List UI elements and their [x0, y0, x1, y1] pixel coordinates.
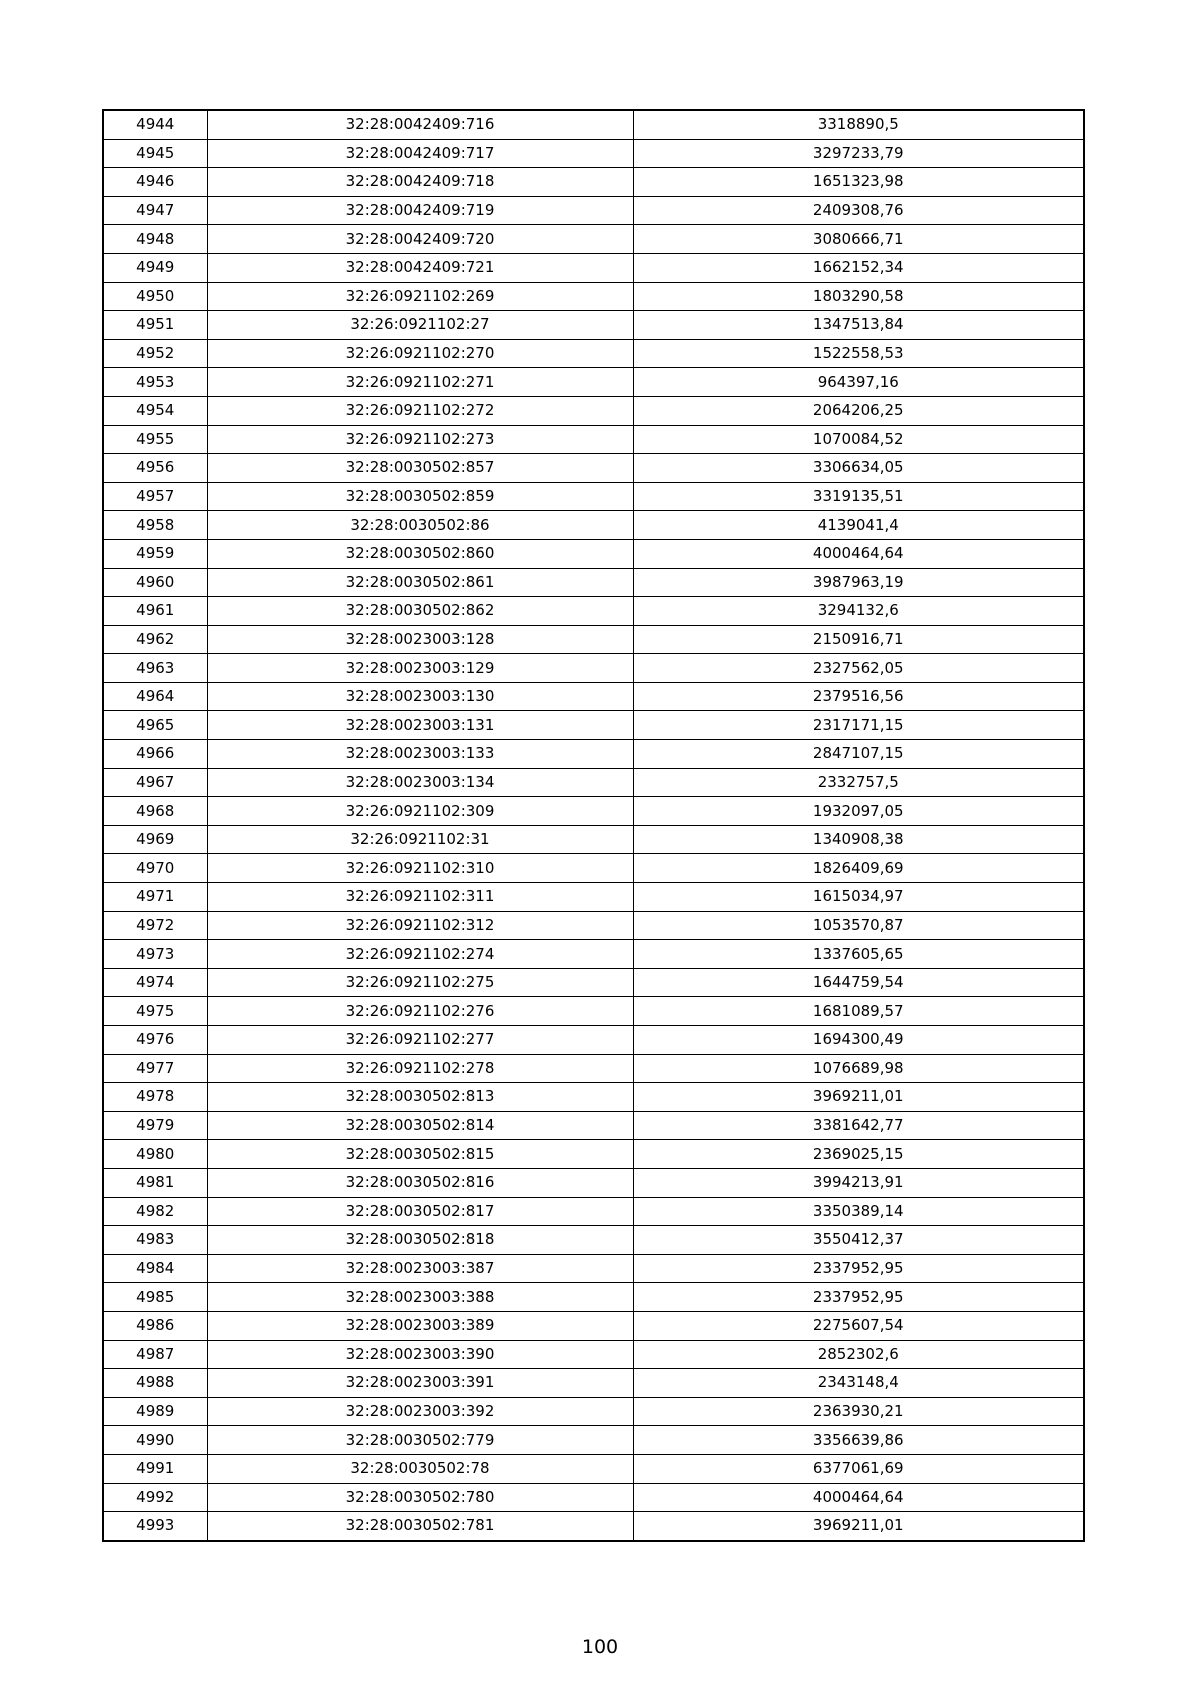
value-cell: 1615034,97 — [633, 883, 1084, 912]
cadastral-number-cell: 32:26:0921102:309 — [207, 797, 633, 826]
row-number-cell: 4959 — [103, 539, 207, 568]
value-cell: 3356639,86 — [633, 1426, 1084, 1455]
table-row — [103, 110, 1084, 139]
value-cell: 2317171,15 — [633, 711, 1084, 740]
value-cell: 3969211,01 — [633, 1083, 1084, 1112]
row-number-cell: 4980 — [103, 1140, 207, 1169]
table-row — [103, 1140, 1084, 1169]
cadastral-number-cell: 32:26:0921102:273 — [207, 425, 633, 454]
cadastral-number-cell: 32:28:0023003:133 — [207, 740, 633, 769]
cadastral-number-cell: 32:26:0921102:278 — [207, 1054, 633, 1083]
table-row — [103, 711, 1084, 740]
table-row — [103, 1483, 1084, 1512]
value-cell: 3294132,6 — [633, 597, 1084, 626]
table-row — [103, 1254, 1084, 1283]
row-number-cell: 4962 — [103, 625, 207, 654]
row-number-cell: 4990 — [103, 1426, 207, 1455]
row-number-cell: 4987 — [103, 1340, 207, 1369]
row-number-cell: 4984 — [103, 1254, 207, 1283]
value-cell: 4000464,64 — [633, 1483, 1084, 1512]
cadastral-number-cell: 32:28:0030502:859 — [207, 482, 633, 511]
row-number-cell: 4986 — [103, 1311, 207, 1340]
value-cell: 3987963,19 — [633, 568, 1084, 597]
row-number-cell: 4965 — [103, 711, 207, 740]
row-number-cell: 4972 — [103, 911, 207, 940]
value-cell: 2363930,21 — [633, 1397, 1084, 1426]
row-number-cell: 4971 — [103, 883, 207, 912]
cadastral-number-cell: 32:28:0042409:719 — [207, 196, 633, 225]
row-number-cell: 4970 — [103, 854, 207, 883]
cadastral-number-cell: 32:28:0042409:720 — [207, 225, 633, 254]
value-cell: 1803290,58 — [633, 282, 1084, 311]
row-number-cell: 4945 — [103, 139, 207, 168]
cadastral-number-cell: 32:28:0023003:389 — [207, 1311, 633, 1340]
row-number-cell: 4985 — [103, 1283, 207, 1312]
value-cell: 1522558,53 — [633, 339, 1084, 368]
table-row — [103, 997, 1084, 1026]
value-cell: 3994213,91 — [633, 1168, 1084, 1197]
value-cell: 3297233,79 — [633, 139, 1084, 168]
value-cell: 6377061,69 — [633, 1454, 1084, 1483]
value-cell: 1662152,34 — [633, 253, 1084, 282]
value-cell: 1826409,69 — [633, 854, 1084, 883]
cadastral-number-cell: 32:26:0921102:270 — [207, 339, 633, 368]
table-row — [103, 768, 1084, 797]
value-cell: 2852302,6 — [633, 1340, 1084, 1369]
value-cell: 1681089,57 — [633, 997, 1084, 1026]
table-row — [103, 1397, 1084, 1426]
table-row — [103, 368, 1084, 397]
table-row — [103, 1426, 1084, 1455]
value-cell: 3350389,14 — [633, 1197, 1084, 1226]
cadastral-number-cell: 32:26:0921102:276 — [207, 997, 633, 1026]
table-row — [103, 253, 1084, 282]
value-cell: 1694300,49 — [633, 1026, 1084, 1055]
row-number-cell: 4944 — [103, 110, 207, 139]
value-cell: 3550412,37 — [633, 1226, 1084, 1255]
value-cell: 4000464,64 — [633, 539, 1084, 568]
cadastral-number-cell: 32:28:0023003:129 — [207, 654, 633, 683]
value-cell: 1076689,98 — [633, 1054, 1084, 1083]
cadastral-number-cell: 32:28:0030502:817 — [207, 1197, 633, 1226]
cadastral-number-cell: 32:28:0030502:814 — [207, 1111, 633, 1140]
table-row — [103, 139, 1084, 168]
table-row — [103, 1512, 1084, 1541]
table-row — [103, 883, 1084, 912]
cadastral-number-cell: 32:28:0030502:818 — [207, 1226, 633, 1255]
table-row — [103, 425, 1084, 454]
cadastral-number-cell: 32:26:0921102:274 — [207, 940, 633, 969]
value-cell: 1053570,87 — [633, 911, 1084, 940]
row-number-cell: 4946 — [103, 168, 207, 197]
value-cell: 1644759,54 — [633, 968, 1084, 997]
table-row — [103, 911, 1084, 940]
row-number-cell: 4991 — [103, 1454, 207, 1483]
row-number-cell: 4979 — [103, 1111, 207, 1140]
table-row — [103, 511, 1084, 540]
cadastral-number-cell: 32:26:0921102:277 — [207, 1026, 633, 1055]
table-row — [103, 168, 1084, 197]
cadastral-number-cell: 32:28:0023003:388 — [207, 1283, 633, 1312]
cadastral-number-cell: 32:26:0921102:269 — [207, 282, 633, 311]
table-row — [103, 825, 1084, 854]
cadastral-number-cell: 32:26:0921102:275 — [207, 968, 633, 997]
row-number-cell: 4948 — [103, 225, 207, 254]
table-row — [103, 1283, 1084, 1312]
value-cell: 2327562,05 — [633, 654, 1084, 683]
table-row — [103, 597, 1084, 626]
value-cell: 3306634,05 — [633, 454, 1084, 483]
table-row — [103, 1197, 1084, 1226]
row-number-cell: 4967 — [103, 768, 207, 797]
cadastral-number-cell: 32:28:0030502:860 — [207, 539, 633, 568]
cadastral-number-cell: 32:28:0030502:813 — [207, 1083, 633, 1112]
table-row — [103, 854, 1084, 883]
table-row — [103, 682, 1084, 711]
table-row — [103, 1311, 1084, 1340]
row-number-cell: 4955 — [103, 425, 207, 454]
row-number-cell: 4950 — [103, 282, 207, 311]
row-number-cell: 4976 — [103, 1026, 207, 1055]
value-cell: 2337952,95 — [633, 1254, 1084, 1283]
value-cell: 1932097,05 — [633, 797, 1084, 826]
table-row — [103, 568, 1084, 597]
table-body — [103, 110, 1084, 1541]
cadastral-number-cell: 32:28:0030502:780 — [207, 1483, 633, 1512]
cadastral-number-cell: 32:26:0921102:27 — [207, 311, 633, 340]
cadastral-number-cell: 32:28:0030502:862 — [207, 597, 633, 626]
table-row — [103, 454, 1084, 483]
cadastral-number-cell: 32:28:0030502:857 — [207, 454, 633, 483]
row-number-cell: 4981 — [103, 1168, 207, 1197]
cadastral-number-cell: 32:28:0030502:861 — [207, 568, 633, 597]
row-number-cell: 4992 — [103, 1483, 207, 1512]
value-cell: 2150916,71 — [633, 625, 1084, 654]
cadastral-number-cell: 32:28:0023003:130 — [207, 682, 633, 711]
row-number-cell: 4968 — [103, 797, 207, 826]
table-row — [103, 1054, 1084, 1083]
value-cell: 2409308,76 — [633, 196, 1084, 225]
value-cell: 3381642,77 — [633, 1111, 1084, 1140]
value-cell: 3080666,71 — [633, 225, 1084, 254]
row-number-cell: 4963 — [103, 654, 207, 683]
cadastral-number-cell: 32:28:0023003:134 — [207, 768, 633, 797]
row-number-cell: 4983 — [103, 1226, 207, 1255]
table-row — [103, 539, 1084, 568]
value-cell: 3318890,5 — [633, 110, 1084, 139]
row-number-cell: 4951 — [103, 311, 207, 340]
table-row — [103, 282, 1084, 311]
table-row — [103, 797, 1084, 826]
row-number-cell: 4969 — [103, 825, 207, 854]
cadastral-number-cell: 32:28:0030502:78 — [207, 1454, 633, 1483]
table-row — [103, 654, 1084, 683]
cadastral-number-cell: 32:28:0030502:816 — [207, 1168, 633, 1197]
table-row — [103, 396, 1084, 425]
cadastral-number-cell: 32:26:0921102:31 — [207, 825, 633, 854]
row-number-cell: 4988 — [103, 1369, 207, 1398]
cadastral-number-cell: 32:26:0921102:312 — [207, 911, 633, 940]
value-cell: 3969211,01 — [633, 1512, 1084, 1541]
value-cell: 1340908,38 — [633, 825, 1084, 854]
table-row — [103, 1083, 1084, 1112]
cadastral-number-cell: 32:26:0921102:310 — [207, 854, 633, 883]
cadastral-number-cell: 32:28:0042409:721 — [207, 253, 633, 282]
cadastral-number-cell: 32:28:0030502:779 — [207, 1426, 633, 1455]
row-number-cell: 4966 — [103, 740, 207, 769]
table-row — [103, 1340, 1084, 1369]
cadastral-number-cell: 32:28:0023003:387 — [207, 1254, 633, 1283]
value-cell: 2847107,15 — [633, 740, 1084, 769]
cadastral-number-cell: 32:26:0921102:271 — [207, 368, 633, 397]
row-number-cell: 4975 — [103, 997, 207, 1026]
value-cell: 2332757,5 — [633, 768, 1084, 797]
value-cell: 2064206,25 — [633, 396, 1084, 425]
cadastral-number-cell: 32:28:0030502:86 — [207, 511, 633, 540]
row-number-cell: 4953 — [103, 368, 207, 397]
table-row — [103, 1168, 1084, 1197]
value-cell: 2379516,56 — [633, 682, 1084, 711]
page-number: 100 — [581, 1636, 619, 1658]
table-row — [103, 1454, 1084, 1483]
cadastral-number-cell: 32:28:0042409:718 — [207, 168, 633, 197]
value-cell: 2343148,4 — [633, 1369, 1084, 1398]
table-row — [103, 225, 1084, 254]
row-number-cell: 4956 — [103, 454, 207, 483]
table-row — [103, 1026, 1084, 1055]
value-cell: 1337605,65 — [633, 940, 1084, 969]
row-number-cell: 4957 — [103, 482, 207, 511]
table-row — [103, 482, 1084, 511]
row-number-cell: 4973 — [103, 940, 207, 969]
data-table — [102, 109, 1085, 1542]
cadastral-number-cell: 32:28:0023003:390 — [207, 1340, 633, 1369]
table-row — [103, 940, 1084, 969]
table-row — [103, 196, 1084, 225]
row-number-cell: 4958 — [103, 511, 207, 540]
table-row — [103, 311, 1084, 340]
row-number-cell: 4989 — [103, 1397, 207, 1426]
value-cell: 1070084,52 — [633, 425, 1084, 454]
cadastral-number-cell: 32:28:0030502:781 — [207, 1512, 633, 1541]
row-number-cell: 4947 — [103, 196, 207, 225]
row-number-cell: 4982 — [103, 1197, 207, 1226]
row-number-cell: 4961 — [103, 597, 207, 626]
table-row — [103, 339, 1084, 368]
cadastral-number-cell: 32:28:0023003:392 — [207, 1397, 633, 1426]
row-number-cell: 4949 — [103, 253, 207, 282]
value-cell: 2337952,95 — [633, 1283, 1084, 1312]
cadastral-number-cell: 32:28:0042409:716 — [207, 110, 633, 139]
cadastral-number-cell: 32:26:0921102:272 — [207, 396, 633, 425]
row-number-cell: 4954 — [103, 396, 207, 425]
value-cell: 2369025,15 — [633, 1140, 1084, 1169]
table-row — [103, 968, 1084, 997]
cadastral-number-cell: 32:28:0023003:128 — [207, 625, 633, 654]
table-row — [103, 1369, 1084, 1398]
value-cell: 964397,16 — [633, 368, 1084, 397]
table-row — [103, 1111, 1084, 1140]
table-row — [103, 625, 1084, 654]
row-number-cell: 4977 — [103, 1054, 207, 1083]
value-cell: 2275607,54 — [633, 1311, 1084, 1340]
cadastral-number-cell: 32:28:0042409:717 — [207, 139, 633, 168]
value-cell: 4139041,4 — [633, 511, 1084, 540]
row-number-cell: 4952 — [103, 339, 207, 368]
row-number-cell: 4960 — [103, 568, 207, 597]
row-number-cell: 4993 — [103, 1512, 207, 1541]
table-row — [103, 1226, 1084, 1255]
row-number-cell: 4978 — [103, 1083, 207, 1112]
table-row — [103, 740, 1084, 769]
value-cell: 1347513,84 — [633, 311, 1084, 340]
cadastral-number-cell: 32:28:0030502:815 — [207, 1140, 633, 1169]
cadastral-number-cell: 32:26:0921102:311 — [207, 883, 633, 912]
cadastral-number-cell: 32:28:0023003:391 — [207, 1369, 633, 1398]
cadastral-number-cell: 32:28:0023003:131 — [207, 711, 633, 740]
value-cell: 1651323,98 — [633, 168, 1084, 197]
value-cell: 3319135,51 — [633, 482, 1084, 511]
row-number-cell: 4964 — [103, 682, 207, 711]
row-number-cell: 4974 — [103, 968, 207, 997]
